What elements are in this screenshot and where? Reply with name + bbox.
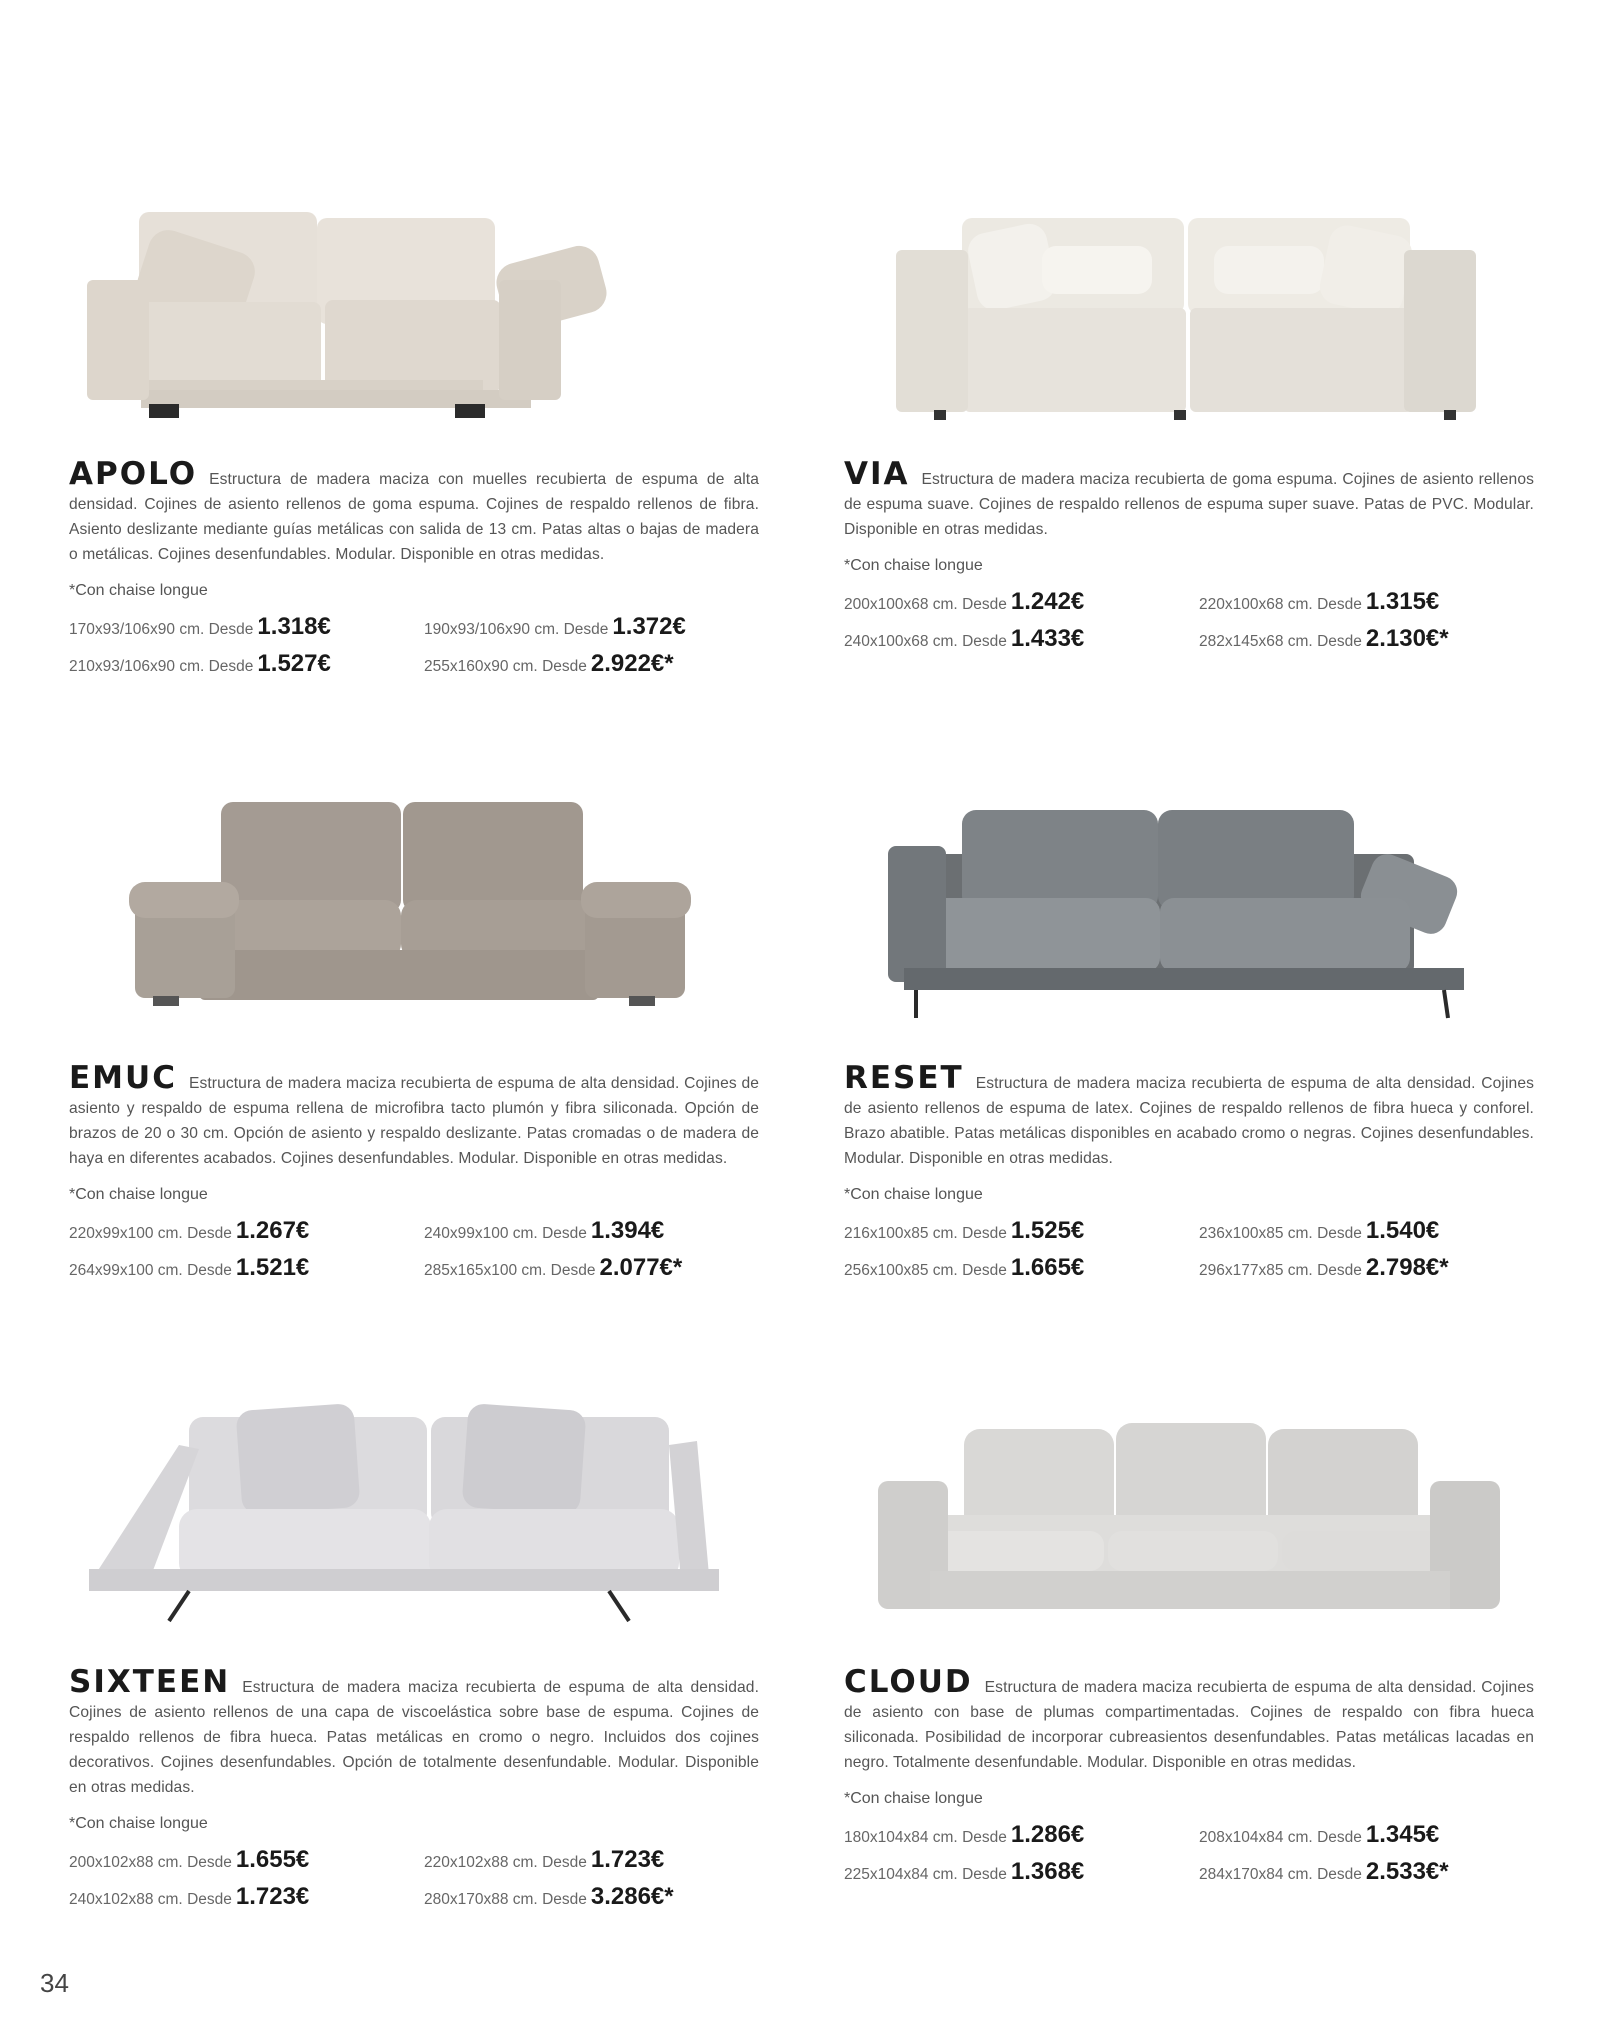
price-amount: 1.368€ bbox=[1010, 1858, 1085, 1885]
chaise-note: *Con chaise longue bbox=[844, 1790, 983, 1807]
price-amount: 3.286€* bbox=[590, 1883, 674, 1910]
price-amount: 1.267€ bbox=[235, 1217, 310, 1244]
chaise-note: *Con chaise longue bbox=[69, 582, 208, 599]
price-amount: 1.286€ bbox=[1010, 1821, 1085, 1848]
price-item: 220x100x68 cm. Desde 1.315€ bbox=[1199, 588, 1440, 615]
sofa-photo-reset bbox=[844, 780, 1534, 1020]
product-description-via: Estructura de madera maciza recubierta de goma espuma. Cojines de asiento rellenos de espuma suave. Cojines de respaldo rellenos de espuma super suave. Patas de PVC. Modular. Disponible en otras medidas. bbox=[844, 471, 1534, 538]
price-list-sixteen bbox=[69, 1844, 759, 1916]
price-item: 180x104x84 cm. Desde 1.286€ bbox=[844, 1821, 1085, 1848]
product-name-apolo: APOLO bbox=[69, 456, 198, 492]
price-amount: 1.723€ bbox=[590, 1846, 665, 1873]
page-number: 34 bbox=[40, 1968, 69, 1998]
price-item: 284x170x84 cm. Desde 2.533€* bbox=[1199, 1858, 1449, 1885]
product-description-reset: Estructura de madera maciza recubierta de espuma de alta densidad. Cojines de asiento rellenos de espuma de latex. Cojines de respaldo rellenos de fibra hueca y conforel. Brazo abatible. Patas metálicas disponibles en acabado cromo o negras. Cojines desenfundables. Modular. Disponible en otras medidas. bbox=[844, 1075, 1534, 1167]
price-item: 225x104x84 cm. Desde 1.368€ bbox=[844, 1858, 1085, 1885]
price-item: 240x102x88 cm. Desde 1.723€ bbox=[69, 1883, 310, 1910]
price-amount: 1.315€ bbox=[1365, 588, 1440, 615]
price-item: 220x99x100 cm. Desde 1.267€ bbox=[69, 1217, 310, 1244]
product-name-sixteen: SIXTEEN bbox=[69, 1664, 231, 1700]
chaise-note: *Con chaise longue bbox=[69, 1815, 208, 1832]
sofa-photo-via bbox=[844, 190, 1534, 430]
product-description-cloud: Estructura de madera maciza recubierta de espuma de alta densidad. Cojines de asiento con base de plumas compartimentadas. Cojines de respaldo con fibra hueca siliconada. Posibilidad de incorporar cubreasientos desenfundables. Patas metálicas lacadas en negro. Totalmente desenfundable. Modular. Disponible en otras medidas. bbox=[844, 1679, 1534, 1771]
price-item: 236x100x85 cm. Desde 1.540€ bbox=[1199, 1217, 1440, 1244]
price-list-reset bbox=[844, 1215, 1534, 1287]
price-amount: 2.798€* bbox=[1365, 1254, 1449, 1281]
price-item: 255x160x90 cm. Desde 2.922€* bbox=[424, 650, 674, 677]
product-description-apolo: Estructura de madera maciza con muelles recubierta de espuma de alta densidad. Cojines de asiento rellenos de goma espuma. Cojines de respaldo rellenos de fibra. Asiento deslizante mediante guías metálicas con salida de 13 cm. Patas altas o bajas de madera o metálicas. Cojines desenfundables. Modular. Disponible en otras medidas. bbox=[69, 471, 759, 563]
price-item: 170x93/106x90 cm. Desde 1.318€ bbox=[69, 613, 331, 640]
sofa-photo-sixteen bbox=[69, 1385, 759, 1625]
price-item: 200x100x68 cm. Desde 1.242€ bbox=[844, 588, 1085, 615]
price-list-apolo bbox=[69, 611, 759, 683]
price-amount: 2.533€* bbox=[1365, 1858, 1449, 1885]
price-amount: 1.655€ bbox=[235, 1846, 310, 1873]
price-amount: 2.130€* bbox=[1365, 625, 1449, 652]
price-list-cloud bbox=[844, 1819, 1534, 1891]
price-item: 285x165x100 cm. Desde 2.077€* bbox=[424, 1254, 683, 1281]
price-item: 216x100x85 cm. Desde 1.525€ bbox=[844, 1217, 1085, 1244]
price-item: 240x99x100 cm. Desde 1.394€ bbox=[424, 1217, 665, 1244]
price-list-via bbox=[844, 586, 1534, 658]
product-description-emuc: Estructura de madera maciza recubierta de espuma de alta densidad. Cojines de asiento y respaldo de espuma rellena de microfibra tacto plumón y fibra siliconada. Opción de brazos de 20 o 30 cm. Opción de asiento y respaldo deslizante. Patas cromadas o de madera de haya en diferentes acabados. Cojines desenfundables. Modular. Disponible en otras medidas. bbox=[69, 1075, 759, 1167]
price-item: 282x145x68 cm. Desde 2.130€* bbox=[1199, 625, 1449, 652]
price-item: 256x100x85 cm. Desde 1.665€ bbox=[844, 1254, 1085, 1281]
product-name-reset: RESET bbox=[844, 1060, 964, 1096]
price-item: 208x104x84 cm. Desde 1.345€ bbox=[1199, 1821, 1440, 1848]
price-amount: 1.318€ bbox=[257, 613, 331, 640]
price-item: 190x93/106x90 cm. Desde 1.372€ bbox=[424, 613, 686, 640]
price-item: 240x100x68 cm. Desde 1.433€ bbox=[844, 625, 1085, 652]
price-amount: 1.242€ bbox=[1010, 588, 1085, 615]
price-item: 200x102x88 cm. Desde 1.655€ bbox=[69, 1846, 310, 1873]
price-amount: 1.394€ bbox=[590, 1217, 665, 1244]
chaise-note: *Con chaise longue bbox=[844, 557, 983, 574]
price-item: 210x93/106x90 cm. Desde 1.527€ bbox=[69, 650, 331, 677]
sofa-photo-apolo bbox=[69, 190, 759, 430]
price-amount: 1.525€ bbox=[1010, 1217, 1085, 1244]
price-amount: 1.345€ bbox=[1365, 1821, 1440, 1848]
chaise-note: *Con chaise longue bbox=[844, 1186, 983, 1203]
price-amount: 2.077€* bbox=[599, 1254, 683, 1281]
sofa-photo-cloud bbox=[844, 1385, 1534, 1625]
price-amount: 1.540€ bbox=[1365, 1217, 1440, 1244]
product-name-emuc: EMUC bbox=[69, 1060, 177, 1096]
price-amount: 1.521€ bbox=[235, 1254, 310, 1281]
price-item: 220x102x88 cm. Desde 1.723€ bbox=[424, 1846, 665, 1873]
price-amount: 1.665€ bbox=[1010, 1254, 1085, 1281]
product-description-sixteen: Estructura de madera maciza recubierta de espuma de alta densidad. Cojines de asiento rellenos de una capa de viscoelástica sobre base de espuma. Cojines de respaldo rellenos de fibra hueca. Patas metálicas en cromo o negro. Incluidos dos cojines decorativos. Cojines desenfundables. Opción de totalmente desenfundable. Modular. Disponible en otras medidas. bbox=[69, 1679, 759, 1796]
price-item: 280x170x88 cm. Desde 3.286€* bbox=[424, 1883, 674, 1910]
price-amount: 1.372€ bbox=[612, 613, 686, 640]
price-amount: 1.433€ bbox=[1010, 625, 1085, 652]
price-item: 264x99x100 cm. Desde 1.521€ bbox=[69, 1254, 310, 1281]
price-amount: 2.922€* bbox=[590, 650, 674, 677]
price-amount: 1.527€ bbox=[257, 650, 331, 677]
sofa-photo-emuc bbox=[69, 780, 759, 1020]
chaise-note: *Con chaise longue bbox=[69, 1186, 208, 1203]
product-name-via: VIA bbox=[844, 456, 910, 492]
price-item: 296x177x85 cm. Desde 2.798€* bbox=[1199, 1254, 1449, 1281]
price-amount: 1.723€ bbox=[235, 1883, 310, 1910]
product-name-cloud: CLOUD bbox=[844, 1664, 973, 1700]
price-list-emuc bbox=[69, 1215, 759, 1287]
